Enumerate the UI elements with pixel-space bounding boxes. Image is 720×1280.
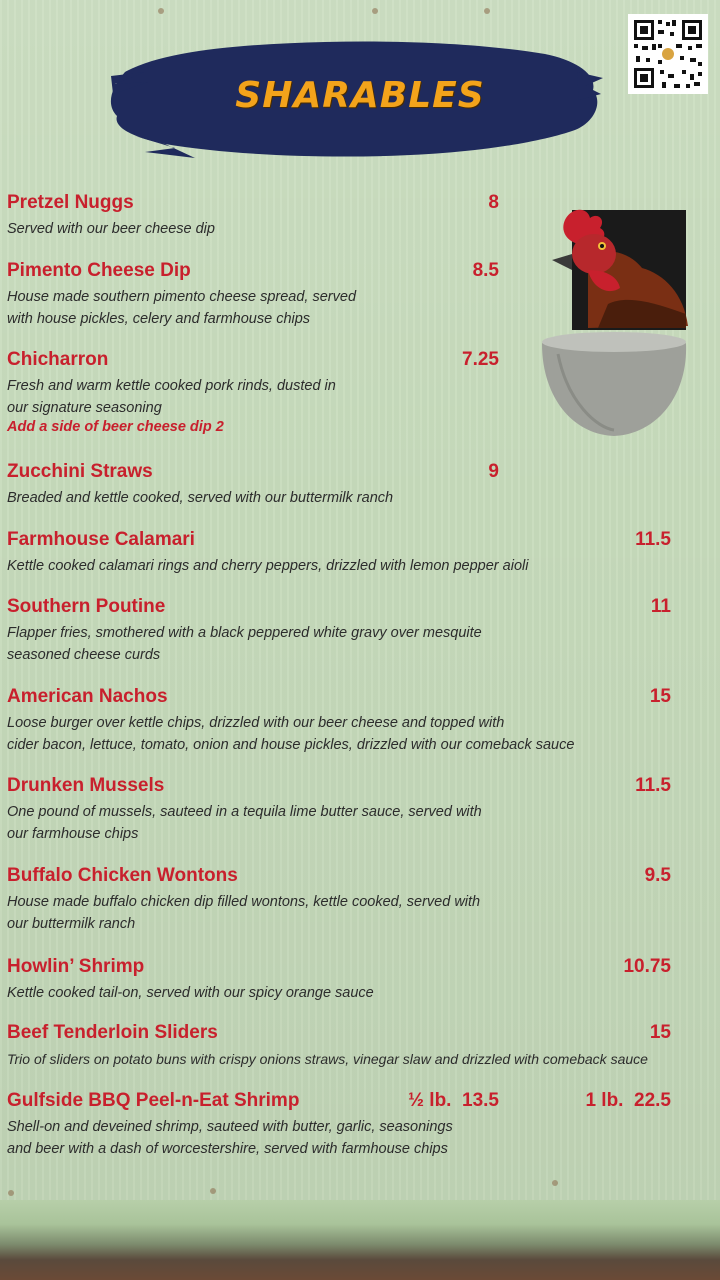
item-name: Farmhouse Calamari (7, 529, 195, 550)
item-price-full-pound: 1 lb. 22.5 (585, 1090, 671, 1111)
hen-in-nest-icon (538, 204, 690, 456)
item-name: Chicharron (7, 349, 109, 370)
item-description: House made southern pimento cheese spread, served with house pickles, celery and farmhouse chips (7, 289, 357, 327)
item-price: 11 (650, 596, 671, 617)
item-price: 11.5 (635, 529, 671, 550)
item-price: 15 (649, 1022, 671, 1043)
item-description: Breaded and kettle cooked, served with our buttermilk ranch (7, 490, 394, 506)
page-title: SHARABLES (235, 75, 485, 116)
item-name: Gulfside BBQ Peel-n-Eat Shrimp (7, 1090, 300, 1111)
nail-decoration (210, 1188, 216, 1194)
item-name: Zucchini Straws (7, 461, 153, 482)
item-description: Kettle cooked calamari rings and cherry peppers, drizzled with lemon pepper aioli (7, 558, 529, 574)
item-addon: Add a side of beer cheese dip 2 (7, 419, 224, 435)
item-price: 11.5 (635, 775, 671, 796)
item-name: American Nachos (7, 686, 168, 707)
item-name: Pretzel Nuggs (7, 192, 134, 213)
nail-decoration (8, 1190, 14, 1196)
item-name: Howlin’ Shrimp (7, 956, 145, 977)
item-description: Served with our beer cheese dip (7, 221, 215, 237)
nail-decoration (484, 8, 490, 14)
qr-code-icon[interactable] (628, 14, 708, 94)
item-name: Pimento Cheese Dip (7, 260, 191, 281)
item-description: Kettle cooked tail-on, served with our spicy orange sauce (7, 985, 374, 1001)
item-description: House made buffalo chicken dip filled wontons, kettle cooked, served with our buttermilk ranch (7, 894, 481, 932)
item-price: 8.5 (472, 260, 499, 281)
item-price: 8 (488, 192, 499, 213)
item-price: 9.5 (644, 865, 671, 886)
item-price: 15 (649, 686, 671, 707)
nail-decoration (372, 8, 378, 14)
item-description: Flapper fries, smothered with a black peppered white gravy over mesquite seasoned cheese curds (7, 625, 482, 663)
nail-decoration (552, 1180, 558, 1186)
item-description: Fresh and warm kettle cooked pork rinds, dusted in our signature seasoning (7, 378, 336, 416)
item-price-half-pound: ½ lb. 13.5 (408, 1090, 499, 1111)
item-description: Shell-on and deveined shrimp, sauteed with butter, garlic, seasonings and beer with a dash of worcestershire, served with farmhouse chips (7, 1119, 453, 1157)
item-description: Trio of sliders on potato buns with crispy onions straws, vinegar slaw and drizzled with comeback sauce (7, 1051, 648, 1067)
item-price: 9 (488, 461, 499, 482)
wood-footer-board (0, 1200, 720, 1280)
item-price: 10.75 (623, 956, 671, 977)
item-price: 7.25 (462, 349, 499, 370)
item-name: Southern Poutine (7, 596, 166, 617)
item-name: Drunken Mussels (7, 775, 165, 796)
item-name: Buffalo Chicken Wontons (7, 865, 238, 886)
item-description: Loose burger over kettle chips, drizzled with our beer cheese and topped with cider bacon, lettuce, tomato, onion and house pickles, drizzled with our comeback sauce (7, 715, 575, 753)
nail-decoration (158, 8, 164, 14)
item-description: One pound of mussels, sauteed in a tequila lime butter sauce, served with our farmhouse chips (7, 804, 482, 842)
item-name: Beef Tenderloin Sliders (7, 1022, 218, 1043)
